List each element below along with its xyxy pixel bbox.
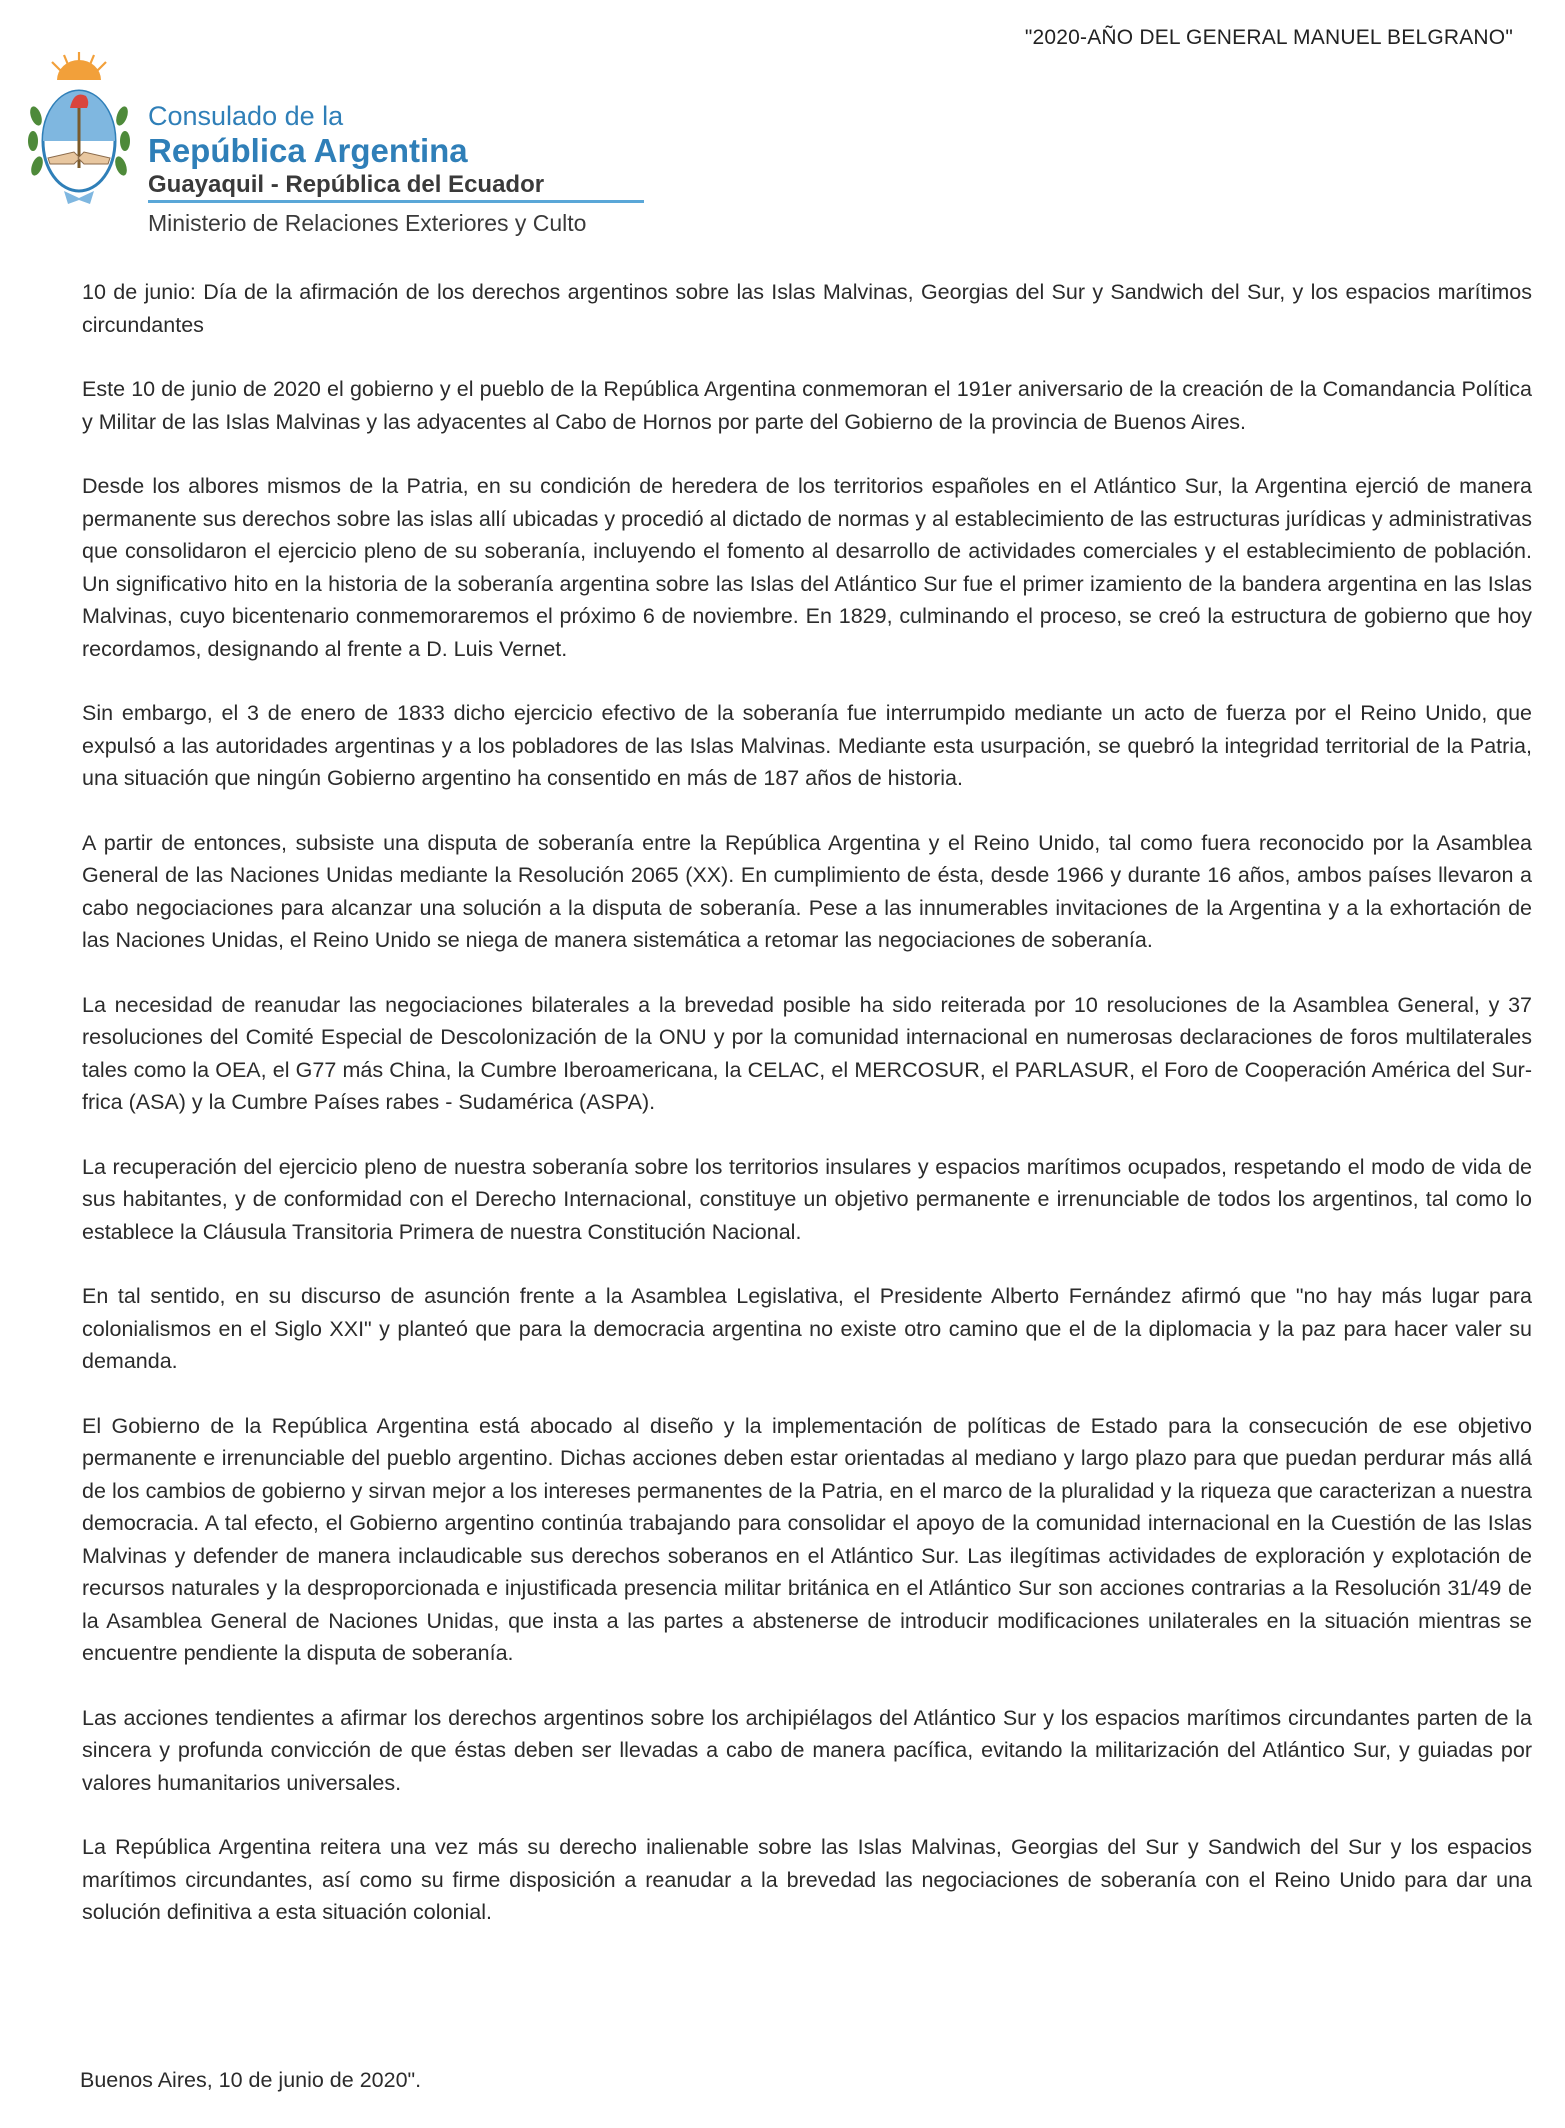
closing-line: Buenos Aires, 10 de junio de 2020".	[80, 2068, 422, 2092]
argentina-coat-of-arms-icon	[24, 46, 134, 216]
body-paragraph: El Gobierno de la República Argentina está abocado al diseño y la implementación de políticas de Estado para la consecución de ese objetivo permanente e irrenunciable del pueblo argentino. Dichas acciones deben estar orientadas al mediano y largo plazo para que puedan perdurar más allá de los cambios de gobierno y sirvan mejor a los intereses permanentes de la Patria, en el marco de la pluralidad y la riqueza que caracterizan a nuestra democracia. A tal efecto, el Gobierno argentino continúa trabajando para consolidar el apoyo de la comunidad internacional en la Cuestión de las Islas Malvinas y defender de manera inclaudicable sus derechos soberanos en el Atlántico Sur. Las ilegítimas actividades de exploración y explotación de recursos naturales y la desproporcionada e injustificada presencia militar británica en el Atlántico Sur son acciones contrarias a la Resolución 31/49 de la Asamblea General de Naciones Unidas, que insta a las partes a abstenerse de introducir modificaciones unilaterales en la situación mientras se encuentre pendiente la disputa de soberanía.	[82, 1413, 1532, 1665]
body-paragraph: La recuperación del ejercicio pleno de nuestra soberanía sobre los territorios insulares y espacios marítimos ocupados, respetando el modo de vida de sus habitantes, y de conformidad con el Derecho Internacional, constituye un objetivo permanente e irrenunciable de todos los argentinos, tal como lo establece la Cláusula Transitoria Primera de nuestra Constitución Nacional.	[82, 1154, 1532, 1244]
body-paragraph: En tal sentido, en su discurso de asunción frente a la Asamblea Legislativa, el Presidente Alberto Fernández afirmó que "no hay más lugar para colonialismos en el Siglo XXI" y planteó que para la democracia argentina no existe otro camino que el de la diplomacia y la paz para hacer valer su demanda.	[82, 1284, 1532, 1373]
body-paragraph: A partir de entonces, subsiste una disputa de soberanía entre la República Argentina y el Reino Unido, tal como fuera reconocido por la Asamblea General de las Naciones Unidas mediante la Resolución 2065 (XX). En cumplimiento de ésta, desde 1966 y durante 16 años, ambos países llevaron a cabo negociaciones para alcanzar una solución a la disputa de soberanía. Pese a las innumerables invitaciones de la Argentina y a la exhortación de las Naciones Unidas, el Reino Unido se niega de manera sistemática a retomar las negociaciones de soberanía.	[82, 830, 1532, 952]
body-paragraph: Desde los albores mismos de la Patria, en su condición de heredera de los territorios españoles en el Atlántico Sur, la Argentina ejerció de manera permanente sus derechos sobre las islas allí ubicadas y procedió al dictado de normas y al establecimiento de las estructuras jurídicas y administrativas que consolidaron el ejercicio pleno de su soberanía, incluyendo el fomento al desarrollo de actividades comerciales y el establecimiento de población. Un significativo hito en la historia de la soberanía argentina sobre las Islas del Atlántico Sur fue el primer izamiento de la bandera argentina en las Islas Malvinas, cuyo bicentenario conmemoraremos el próximo 6 de noviembre. En 1829, culminando el proceso, se creó la estructura de gobierno que hoy recordamos, designando al frente a D. Luis Vernet.	[82, 474, 1532, 661]
letterhead	[24, 46, 644, 246]
body-paragraph: Este 10 de junio de 2020 el gobierno y el pueblo de la República Argentina conmemoran el 191er aniversario de la creación de la Comandancia Política y Militar de las Islas Malvinas y las adyacentes al Cabo de Hornos por parte del Gobierno de la provincia de Buenos Aires.	[82, 377, 1532, 434]
consulate-label: Consulado de la	[148, 101, 344, 131]
document-body	[82, 276, 1532, 1961]
body-paragraph: Sin embargo, el 3 de enero de 1833 dicho ejercicio efectivo de la soberanía fue interrumpido mediante un acto de fuerza por el Reino Unido, que expulsó a las autoridades argentinas y a los pobladores de las Islas Malvinas. Mediante esta usurpación, se quebró la integridad territorial de la Patria, una situación que ningún Gobierno argentino ha consentido en más de 187 años de historia.	[82, 701, 1532, 790]
document-motto: "2020-AÑO DEL GENERAL MANUEL BELGRANO"	[1024, 26, 1513, 49]
ministry-name: Ministerio de Relaciones Exteriores y Culto	[148, 210, 587, 236]
body-paragraph: La República Argentina reitera una vez más su derecho inalienable sobre las Islas Malvinas, Georgias del Sur y Sandwich del Sur y los espacios marítimos circundantes, así como su firme disposición a reanudar a la brevedad las negociaciones de soberanía con el Reino Unido para dar una solución definitiva a esta situación colonial.	[82, 1835, 1532, 1924]
body-paragraph: Las acciones tendientes a afirmar los derechos argentinos sobre los archipiélagos del Atlántico Sur y los espacios marítimos circundantes parten de la sincera y profunda convicción de que éstas deben ser llevadas a cabo de manera pacífica, evitando la militarización del Atlántico Sur, y guiadas por valores humanitarios universales.	[82, 1705, 1532, 1795]
consulate-location: Guayaquil - República del Ecuador	[148, 171, 545, 198]
country-name: República Argentina	[148, 132, 468, 169]
letterhead-divider	[148, 200, 644, 203]
body-paragraph: La necesidad de reanudar las negociaciones bilaterales a la brevedad posible ha sido reiterada por 10 resoluciones de la Asamblea General, y 37 resoluciones del Comité Especial de Descolonización de la ONU y por la comunidad internacional en numerosas declaraciones de foros multilaterales tales como la OEA, el G77 más China, la Cumbre Iberoamericana, la CELAC, el MERCOSUR, el PARLASUR, el Foro de Cooperación América del Sur- frica (ASA) y la Cumbre Países rabes - Sudamérica (ASPA).	[82, 992, 1532, 1114]
heading-paragraph: 10 de junio: Día de la afirmación de los derechos argentinos sobre las Islas Malvinas, Georgias del Sur y Sandwich del Sur, y los espacios marítimos circundantes	[82, 280, 1532, 337]
